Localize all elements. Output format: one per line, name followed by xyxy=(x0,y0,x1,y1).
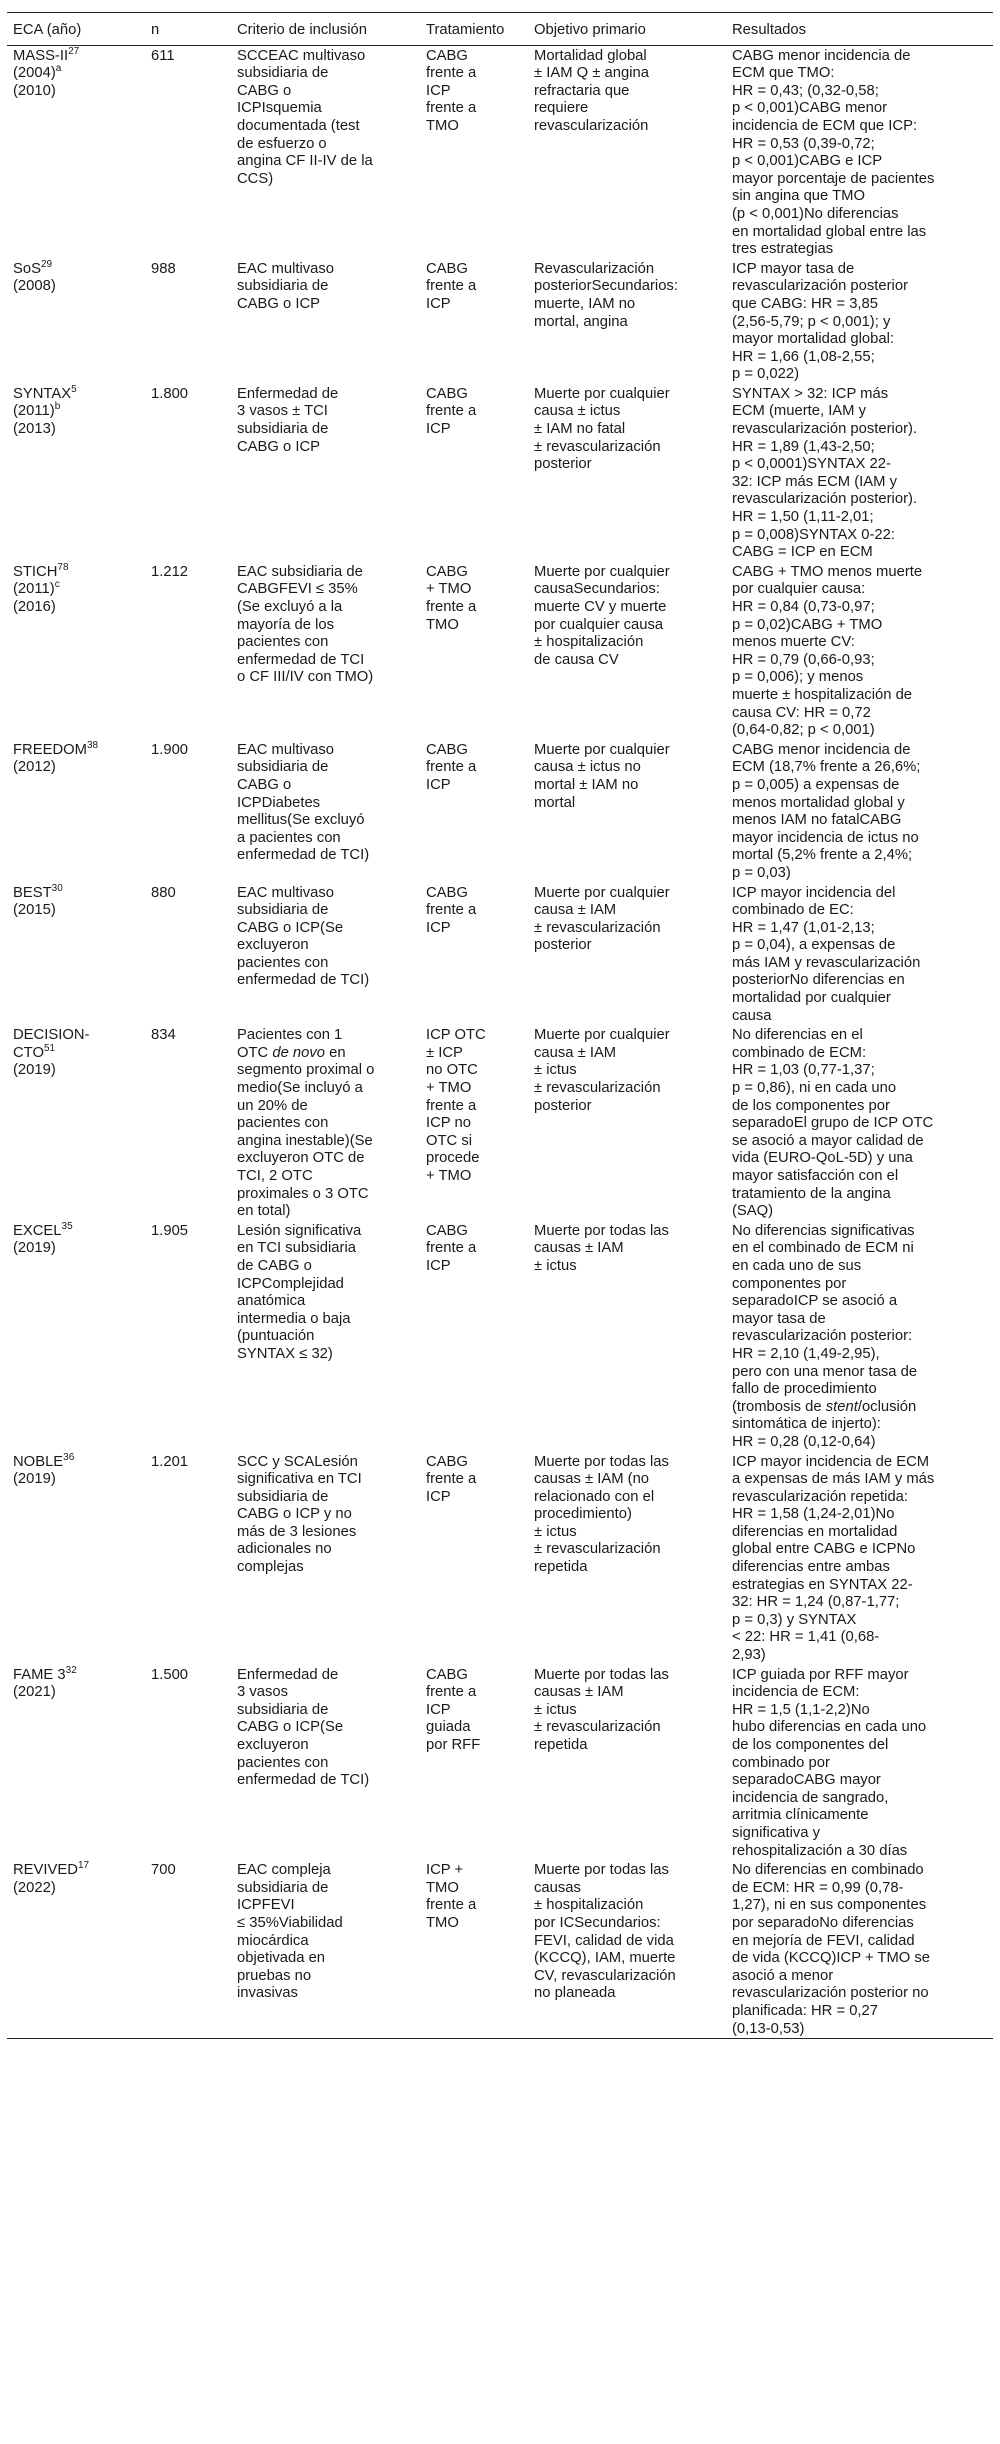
cell-results xyxy=(726,740,993,883)
table-row xyxy=(7,1860,993,2038)
cell-criteria xyxy=(231,883,420,1026)
ref-number: 32 xyxy=(65,1664,77,1676)
cell-criteria xyxy=(231,740,420,883)
table-row xyxy=(7,1025,993,1221)
primary-objective: Muerte por cualquier causa ± ictus ± IAM no fatal ± revascularización posterior xyxy=(534,385,670,473)
cell-objective xyxy=(528,45,726,259)
cell-objective xyxy=(528,384,726,562)
trial-year: (2019) xyxy=(13,1062,56,1079)
cell-criteria xyxy=(231,1665,420,1861)
sample-size: 611 xyxy=(151,47,175,64)
ref-number: 29 xyxy=(40,258,53,270)
header-n: n xyxy=(145,13,231,46)
cell-treatment xyxy=(420,1221,528,1452)
cell-treatment xyxy=(420,1860,528,2038)
cell-n xyxy=(145,1452,231,1665)
inclusion-criteria: SCCEAC multivaso subsidiaria de CABG o ICPIsquemia documentada (test de esfuerzo o angina CF II-IV de la CCS) xyxy=(237,47,373,187)
treatment: CABG frente a ICP xyxy=(426,741,477,793)
cell-criteria xyxy=(231,45,420,259)
criteria-part-italic: de novo xyxy=(272,1044,326,1061)
treatment: CABG frente a ICP xyxy=(426,385,477,438)
trial-name: MASS-II xyxy=(13,47,69,64)
results: No diferencias en el combinado de ECM: HR = 1,03 (0,77-1,37; p = 0,86), ni en cada uno de los componentes por separadoEl grupo de ICP OTC se asoció a mayor calidad de vida (EURO-QoL-5D) y una mayor satisfacción con el tratamiento de la angina (SAQ) xyxy=(732,1027,934,1220)
cell-criteria xyxy=(231,1452,420,1665)
trial-year: (2022) xyxy=(13,1879,56,1896)
sample-size: 1.201 xyxy=(151,1453,189,1470)
sample-size: 1.905 xyxy=(151,1222,189,1239)
table-header-row xyxy=(7,13,993,46)
cell-results xyxy=(726,1665,993,1861)
sample-size: 880 xyxy=(151,884,176,901)
cell-objective xyxy=(528,1452,726,1665)
trial-year: (2008) xyxy=(13,278,56,295)
sample-size: 700 xyxy=(151,1862,176,1879)
trial-year-2: (2010) xyxy=(13,82,56,99)
results: SYNTAX > 32: ICP más ECM (muerte, IAM y revascularización posterior). HR = 1,89 (1,43-2,50; p < 0,0001)SYNTAX 22- 32: ICP más ECM (IAM y revascularización posterior). HR = 1,50 (1,11-2,01; p = 0,008)SYNTAX 0-22: CABG = ICP en ECM xyxy=(732,385,918,561)
primary-objective: Muerte por cualquier causa ± IAM ± ictus ± revascularización posterior xyxy=(534,1027,670,1114)
primary-objective: Revascularización posteriorSecundarios: muerte, IAM no mortal, angina xyxy=(534,260,678,330)
treatment: CABG frente a ICP xyxy=(426,260,477,312)
primary-objective: Muerte por todas las causas ± hospitalización por ICSecundarios: FEVI, calidad de vida (KCCQ), IAM, muerte CV, revascularización no planeada xyxy=(534,1862,676,2002)
trial-name: SoS xyxy=(13,260,41,277)
cell-n xyxy=(145,1025,231,1221)
inclusion-criteria: EAC multivaso subsidiaria de CABG o ICP(Se excluyeron pacientes con enfermedad de TCI) xyxy=(237,884,370,989)
header-tratamiento: Tratamiento xyxy=(420,13,528,46)
primary-objective: Mortalidad global ± IAM Q ± angina refractaria que requiere revascularización xyxy=(534,47,649,134)
cell-n xyxy=(145,883,231,1026)
ref-number: 36 xyxy=(63,1451,75,1463)
cell-criteria xyxy=(231,1221,420,1452)
trial-year-2: (2016) xyxy=(13,599,56,615)
inclusion-criteria: Enfermedad de 3 vasos subsidiaria de CABG o ICP(Se excluyeron pacientes con enfermedad de TCI) xyxy=(237,1666,370,1789)
cell-eca xyxy=(7,259,145,384)
cell-criteria xyxy=(231,259,420,384)
trial-name: FAME 3 xyxy=(13,1666,66,1683)
primary-objective: Muerte por todas las causas ± IAM ± ictus ± revascularización repetida xyxy=(534,1666,669,1753)
trial-name: BEST xyxy=(13,884,52,901)
trial-name: FREEDOM xyxy=(13,741,87,758)
cell-objective xyxy=(528,883,726,1026)
results-part-2: /oclusión sintomática de injerto): HR = 0,28 (0,12-0,64) xyxy=(732,1398,917,1450)
cell-objective xyxy=(528,1025,726,1221)
cell-objective xyxy=(528,1665,726,1861)
cell-results xyxy=(726,562,993,740)
table-row xyxy=(7,384,993,562)
table-row xyxy=(7,45,993,259)
trial-name: REVIVED xyxy=(13,1862,78,1879)
treatment: CABG frente a ICP frente a TMO xyxy=(426,47,477,134)
trial-year: (2019) xyxy=(13,1471,56,1488)
cell-results xyxy=(726,883,993,1026)
cell-criteria xyxy=(231,384,420,562)
footnote-mark: b xyxy=(54,401,61,413)
results xyxy=(732,1223,987,1452)
cell-n xyxy=(145,259,231,384)
cell-objective xyxy=(528,562,726,740)
results: ICP mayor incidencia de ECM a expensas de más IAM y más revascularización repetida: HR = 1,58 (1,24-2,01)No diferencias en mortalidad global entre CABG e ICPNo diferencias entre ambas estrategias en SYNTAX 22- 32: HR = 1,24 (0,87-1,77; p = 0,3) y SYNTAX < 22: HR = 1,41 (0,68- 2,93) xyxy=(732,1453,935,1664)
cell-n xyxy=(145,1860,231,2038)
cell-eca xyxy=(7,562,145,740)
cell-treatment xyxy=(420,883,528,1026)
treatment: CABG frente a ICP xyxy=(426,1222,477,1274)
ref-number: 17 xyxy=(77,1860,90,1872)
treatment: CABG + TMO frente a TMO xyxy=(426,563,477,633)
cell-objective xyxy=(528,740,726,883)
cell-n xyxy=(145,1221,231,1452)
cell-treatment xyxy=(420,45,528,259)
footnote-mark: c xyxy=(54,579,60,591)
header-criterio: Criterio de inclusión xyxy=(231,13,420,46)
cell-results xyxy=(726,45,993,259)
trial-name: STICH xyxy=(13,563,58,580)
trial-name: EXCEL xyxy=(13,1222,62,1239)
table-row xyxy=(7,1221,993,1452)
cell-eca xyxy=(7,1860,145,2038)
table-row xyxy=(7,883,993,1026)
cell-eca xyxy=(7,740,145,883)
cell-n xyxy=(145,740,231,883)
trial-name: SYNTAX xyxy=(13,385,72,402)
cell-n xyxy=(145,45,231,259)
results-part-italic: stent xyxy=(825,1398,858,1415)
inclusion-criteria: Enfermedad de 3 vasos ± TCI subsidiaria de CABG o ICP xyxy=(237,385,339,455)
sample-size: 1.900 xyxy=(151,741,189,758)
treatment: ICP OTC ± ICP no OTC + TMO frente a ICP no OTC si procede + TMO xyxy=(426,1027,486,1184)
inclusion-criteria: EAC compleja subsidiaria de ICPFEVI ≤ 35%Viabilidad miocárdica objetivada en pruebas no invasivas xyxy=(237,1862,343,2002)
criteria-part-2: en segmento proximal o medio(Se incluyó a un 20% de pacientes con angina inestable)(Se excluyeron OTC de TCI, 2 OTC proximales o 3 OTC en total) xyxy=(237,1044,375,1220)
results: CABG menor incidencia de ECM que TMO: HR = 0,43; (0,32-0,58; p < 0,001)CABG menor incidencia de ECM que ICP: HR = 0,53 (0,39-0,72; p < 0,001)CABG e ICP mayor porcentaje de pacientes sin angina que TMO (p < 0,001)No diferencias en mortalidad global entre las tres estrategias xyxy=(732,47,935,258)
primary-objective: Muerte por todas las causas ± IAM ± ictus xyxy=(534,1222,669,1274)
primary-objective: Muerte por cualquier causa ± IAM ± revascularización posterior xyxy=(534,884,670,954)
treatment: ICP + TMO frente a TMO xyxy=(426,1862,477,1931)
cell-results xyxy=(726,259,993,384)
table-row xyxy=(7,562,993,740)
cell-eca xyxy=(7,1665,145,1861)
trial-year: (2011) xyxy=(13,581,55,598)
cell-eca xyxy=(7,1452,145,1665)
ref-number: 27 xyxy=(68,45,80,57)
cell-treatment xyxy=(420,1665,528,1861)
cell-criteria xyxy=(231,1025,420,1221)
criteria-part-1: Pacientes con 1 OTC xyxy=(237,1027,343,1061)
cell-eca xyxy=(7,45,145,259)
header-eca: ECA (año) xyxy=(7,13,145,46)
cell-eca xyxy=(7,883,145,1026)
results: ICP mayor incidencia del combinado de EC: HR = 1,47 (1,01-2,13; p = 0,04), a expensas de más IAM y revascularización posteriorNo diferencias en mortalidad por cualquier causa xyxy=(732,884,921,1024)
results-part-1: No diferencias significativas en el combinado de ECM ni en cada uno de sus componentes por separadoICP se asoció a mayor tasa de revascularización posterior: HR = 2,10 (1,49-2,95), pero con una menor tasa de fallo de procedimiento (trombosis de xyxy=(732,1222,918,1415)
results: ICP mayor tasa de revascularización posterior que CABG: HR = 3,85 (2,56-5,79; p < 0,001); y mayor mortalidad global: HR = 1,66 (1,08-2,55; p = 0,022) xyxy=(732,260,908,383)
sample-size: 1.500 xyxy=(151,1666,189,1683)
cell-eca xyxy=(7,1025,145,1221)
cell-eca xyxy=(7,384,145,562)
table-container xyxy=(7,12,993,2039)
trials-table xyxy=(7,12,993,2039)
treatment: CABG frente a ICP guiada por RFF xyxy=(426,1666,481,1753)
cell-treatment xyxy=(420,1025,528,1221)
cell-eca xyxy=(7,1221,145,1452)
header-resultados: Resultados xyxy=(726,13,993,46)
sample-size: 834 xyxy=(151,1027,176,1044)
trial-year: (2011) xyxy=(13,403,55,420)
trial-year-2: (2013) xyxy=(13,421,56,438)
results: No diferencias en combinado de ECM: HR = 0,99 (0,78- 1,27), ni en sus componentes por separadoNo diferencias en mejoría de FEVI, calidad de vida (KCCQ)ICP + TMO se asoció a menor revascularización posterior no planificada: HR = 0,27 (0,13-0,53) xyxy=(732,1862,931,2037)
cell-results xyxy=(726,1221,993,1452)
ref-number: 51 xyxy=(43,1042,56,1054)
cell-results xyxy=(726,1025,993,1221)
ref-number: 5 xyxy=(71,383,77,395)
trial-year: (2015) xyxy=(13,902,56,919)
table-row xyxy=(7,259,993,384)
trial-name: DECISION- CTO xyxy=(13,1027,90,1061)
cell-treatment xyxy=(420,1452,528,1665)
inclusion-criteria: SCC y SCALesión significativa en TCI subsidiaria de CABG o ICP y no más de 3 lesiones adicionales no complejas xyxy=(237,1453,362,1576)
ref-number: 30 xyxy=(51,882,63,894)
results: CABG + TMO menos muerte por cualquier causa: HR = 0,84 (0,73-0,97; p = 0,02)CABG + TMO menos muerte CV: HR = 0,79 (0,66-0,93; p = 0,006); y menos muerte ± hospitalización de causa CV: HR = 0,72 (0,64-0,82; p < 0,001) xyxy=(732,563,923,739)
cell-treatment xyxy=(420,259,528,384)
trial-year: (2012) xyxy=(13,759,56,776)
table-row xyxy=(7,1665,993,1861)
cell-n xyxy=(145,562,231,740)
table-row xyxy=(7,1452,993,1665)
sample-size: 1.212 xyxy=(151,563,189,580)
table-row xyxy=(7,740,993,883)
cell-n xyxy=(145,384,231,562)
inclusion-criteria: EAC multivaso subsidiaria de CABG o ICPDiabetes mellitus(Se excluyó a pacientes con enfermedad de TCI) xyxy=(237,741,370,864)
primary-objective: Muerte por cualquier causaSecundarios: muerte CV y muerte por cualquier causa ± hospitalización de causa CV xyxy=(534,563,670,668)
cell-results xyxy=(726,384,993,562)
cell-treatment xyxy=(420,740,528,883)
cell-treatment xyxy=(420,384,528,562)
cell-treatment xyxy=(420,562,528,740)
cell-results xyxy=(726,1860,993,2038)
cell-criteria xyxy=(231,1860,420,2038)
footnote-mark: a xyxy=(55,63,62,75)
inclusion-criteria: Lesión significativa en TCI subsidiaria de CABG o ICPComplejidad anatómica intermedia o baja (puntuación SYNTAX ≤ 32) xyxy=(237,1222,362,1362)
primary-objective: Muerte por cualquier causa ± ictus no mortal ± IAM no mortal xyxy=(534,741,670,811)
inclusion-criteria: EAC multivaso subsidiaria de CABG o ICP xyxy=(237,260,335,312)
treatment: CABG frente a ICP xyxy=(426,884,477,936)
trial-name: NOBLE xyxy=(13,1453,64,1470)
treatment: CABG frente a ICP xyxy=(426,1453,477,1505)
inclusion-criteria: EAC subsidiaria de CABGFEVI ≤ 35% (Se excluyó a la mayoría de los pacientes con enfermedad de TCI o CF III/IV con TMO) xyxy=(237,563,374,686)
results: ICP guiada por RFF mayor incidencia de ECM: HR = 1,5 (1,1-2,2)No hubo diferencias en cada uno de los componentes del combinado por separadoCABG mayor incidencia de sangrado, arritmia clínicamente significativa y rehospitalización a 30 días xyxy=(732,1666,927,1859)
primary-objective: Muerte por todas las causas ± IAM (no relacionado con el procedimiento) ± ictus ± revascularización repetida xyxy=(534,1453,669,1576)
cell-objective xyxy=(528,259,726,384)
cell-n xyxy=(145,1665,231,1861)
results: CABG menor incidencia de ECM (18,7% frente a 26,6%; p = 0,005) a expensas de menos mortalidad global y menos IAM no fatalCABG mayor incidencia de ictus no mortal (5,2% frente a 2,4%; p = 0,03) xyxy=(732,741,921,881)
sample-size: 988 xyxy=(151,260,176,277)
ref-number: 38 xyxy=(87,739,99,751)
cell-results xyxy=(726,1452,993,1665)
cell-objective xyxy=(528,1860,726,2038)
ref-number: 35 xyxy=(61,1220,73,1232)
sample-size: 1.800 xyxy=(151,385,189,402)
inclusion-criteria xyxy=(237,1027,414,1221)
trial-year: (2004) xyxy=(13,65,56,82)
ref-number: 78 xyxy=(57,561,69,573)
cell-objective xyxy=(528,1221,726,1452)
trial-year: (2019) xyxy=(13,1240,56,1257)
cell-criteria xyxy=(231,562,420,740)
trial-year: (2021) xyxy=(13,1684,56,1701)
header-objetivo: Objetivo primario xyxy=(528,13,726,46)
